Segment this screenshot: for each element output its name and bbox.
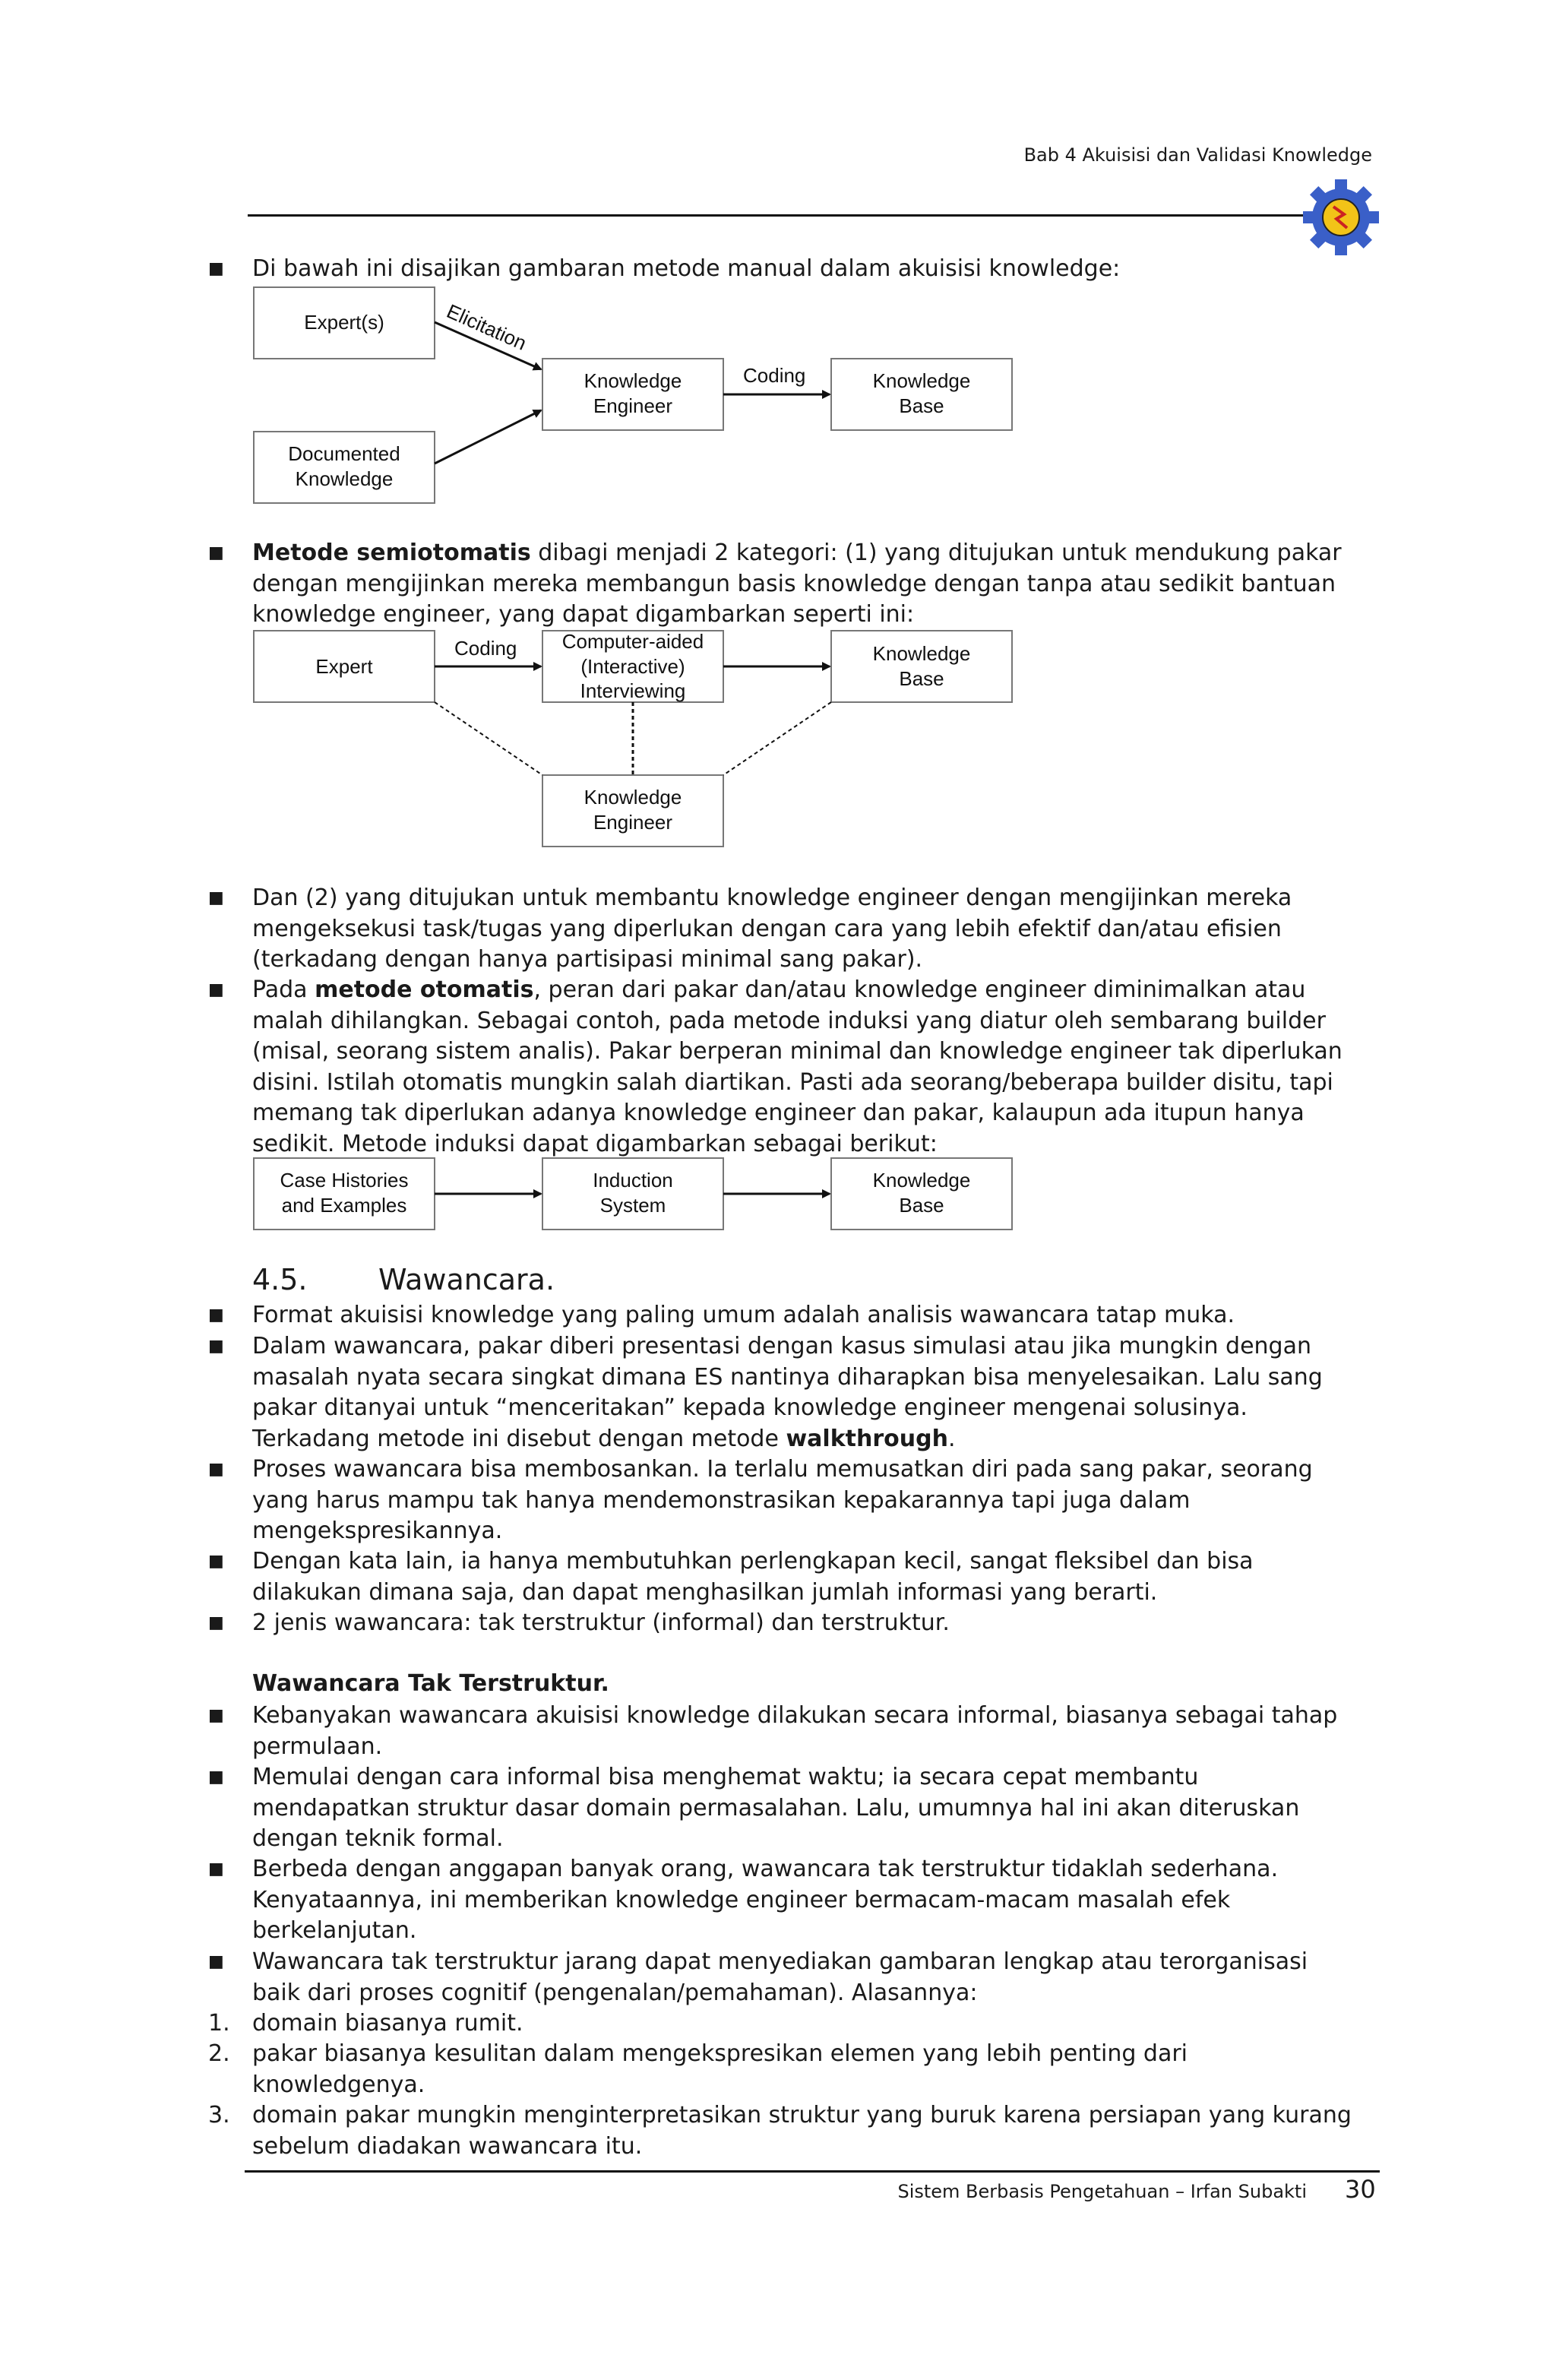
tt-b4-1: Wawancara tak terstruktur jarang dapat menyediakan gambaran lengkap atau terorganisasi (252, 1948, 1308, 1975)
cai-label-2: (Interactive) (580, 655, 685, 678)
bullet-icon: ■ (208, 1460, 224, 1479)
tt-bullet-2 (208, 1762, 1377, 1855)
tt-b2-3: dengan teknik formal. (252, 1825, 504, 1852)
wawancara-b5: 2 jenis wawancara: tak terstruktur (informal) dan terstruktur. (252, 1609, 950, 1636)
intro-text: Di bawah ini disajikan gambaran metode manual dalam akuisisi knowledge: (252, 255, 1121, 282)
otomatis-bold: metode otomatis (315, 976, 534, 1003)
subsection-title: Wawancara Tak Terstruktur. (252, 1670, 609, 1697)
tt-b3-1: Berbeda dengan anggapan banyak orang, wawancara tak terstruktur tidaklah sederhana. (252, 1856, 1279, 1882)
semi-line-3: knowledge engineer, yang dapat digambarkan seperti ini: (252, 601, 915, 628)
kb3-label-1: Knowledge (872, 1169, 971, 1192)
bullet-icon: ■ (208, 1706, 224, 1725)
bullet-icon: ■ (208, 543, 224, 562)
wawancara-b2-2: masalah nyata secara singkat dimana ES nantinya diharapkan bisa menyelesaikan. Lalu sang (252, 1363, 1323, 1391)
bullet-icon: ■ (208, 1859, 224, 1878)
bullet-icon: ■ (208, 1613, 224, 1632)
footer-rule (245, 2170, 1380, 2173)
wawancara-b2-1: Dalam wawancara, pakar diberi presentasi dengan kasus simulasi atau jika mungkin dengan (252, 1333, 1311, 1359)
kb3-label-2: Base (899, 1194, 944, 1217)
otomatis-line-5: memang tak diperlukan adanya knowledge engineer dan pakar, kalaupun ada itupun hanya (252, 1100, 1305, 1126)
tt-b1-2: permulaan. (252, 1733, 383, 1760)
section-number: 4.5. (252, 1263, 308, 1296)
tt-bullet-4 (208, 1947, 1377, 2008)
bullet-icon: ■ (208, 980, 224, 999)
ke2-label-1: Knowledge (584, 786, 682, 809)
tt-b1-1: Kebanyakan wawancara akuisisi knowledge dilakukan secara informal, biasanya sebagai tahap (252, 1702, 1338, 1729)
footer-text: Sistem Berbasis Pengetahuan – Irfan Subakti (897, 2181, 1307, 2202)
wawancara-b2-3: pakar ditanyai untuk “menceritakan” kepada knowledge engineer mengenai solusinya. (252, 1394, 1248, 1421)
dan-line-2: mengeksekusi task/tugas yang diperlukan dengan cara yang lebih efektif dan/atau efisien (252, 915, 1282, 942)
tt-numbered-2 (208, 2039, 1377, 2100)
wawancara-b4-1: Dengan kata lain, ia hanya membutuhkan perlengkapan kecil, sangat fleksibel dan bisa (252, 1548, 1254, 1575)
bullet-icon: ■ (208, 1952, 224, 1971)
kb2-label-2: Base (899, 667, 944, 690)
dan-line-1: Dan (2) yang ditujukan untuk membantu knowledge engineer dengan mengijinkan mereka (252, 885, 1292, 911)
tt-b4-2: baik dari proses cognitif (pengenalan/pemahaman). Alasannya: (252, 1979, 978, 2006)
ind-label-2: System (599, 1194, 666, 1217)
otomatis-line-1: , peran dari pakar dan/atau knowledge engineer diminimalkan atau (533, 976, 1306, 1003)
tt-b2-2: mendapatkan struktur dasar domain permasalahan. Lalu, umumnya hal ini akan diteruskan (252, 1794, 1300, 1821)
semi-line-1: dibagi menjadi 2 kategori: (1) yang ditujukan untuk mendukung pakar (530, 540, 1342, 566)
wawancara-b1: Format akuisisi knowledge yang paling umum adalah analisis wawancara tatap muka. (252, 1302, 1235, 1328)
wawancara-bullet-3 (208, 1454, 1377, 1547)
expert-label: Expert (315, 655, 373, 678)
wawancara-b4-2: dilakukan dimana saja, dan dapat menghasilkan jumlah informasi yang berarti. (252, 1578, 1158, 1606)
chapter-header: Bab 4 Akuisisi dan Validasi Knowledge (1023, 144, 1372, 166)
bullet-icon: ■ (208, 1768, 224, 1787)
tt-bullet-3 (208, 1854, 1377, 1947)
wawancara-bullet-2 (208, 1331, 1377, 1454)
wawancara-bullet-1 (208, 1300, 1377, 1331)
otomatis-pre: Pada (252, 976, 315, 1003)
coding-label-1: Coding (743, 364, 806, 387)
kb2-label-1: Knowledge (872, 642, 971, 665)
ind-label-1: Induction (593, 1169, 673, 1192)
wawancara-bullet-5 (208, 1608, 1377, 1639)
page-number: 30 (1345, 2175, 1376, 2204)
semi-bold: Metode semiotomatis (252, 540, 531, 566)
cai-label-3: Interviewing (580, 679, 686, 702)
wawancara-b2-4-end: . (947, 1425, 956, 1452)
bullet-icon: ■ (208, 1306, 224, 1325)
tt-n3-1: domain pakar mungkin menginterpretasikan struktur yang buruk karena persiapan yang kurang (252, 2102, 1352, 2128)
tt-b3-2: Kenyataannya, ini memberikan knowledge engineer bermacam-macam masalah efek (252, 1886, 1231, 1913)
tt-numbered-1 (208, 2008, 1377, 2040)
otomatis-line-6: sedikit. Metode induksi dapat digambarkan sebagai berikut: (252, 1130, 938, 1157)
bullet-icon: ■ (208, 1337, 224, 1356)
walkthrough-term: walkthrough (786, 1425, 948, 1452)
tt-b3-3: berkelanjutan. (252, 1917, 417, 1944)
kb-label-1: Knowledge (872, 369, 971, 392)
cai-label-1: Computer-aided (561, 630, 704, 653)
wawancara-b3-2: yang harus mampu tak hanya mendemonstrasikan kepakarannya tapi juga dalam (252, 1486, 1191, 1514)
wawancara-b2-4: Terkadang metode ini disebut dengan metode (252, 1425, 786, 1452)
documented-label-1: Documented (288, 442, 400, 465)
case-label-2: and Examples (281, 1194, 407, 1217)
tt-b2-1: Memulai dengan cara informal bisa menghemat waktu; ia secara cepat membantu (252, 1764, 1199, 1790)
otomatis-line-2: malah dihilangkan. Sebagai contoh, pada metode induksi yang diatur oleh sembarang builder (252, 1007, 1326, 1034)
case-label-1: Case Histories (280, 1169, 409, 1192)
wawancara-b3-1: Proses wawancara bisa membosankan. Ia terlalu memusatkan diri pada sang pakar, seorang (252, 1456, 1313, 1483)
tt-n1: domain biasanya rumit. (252, 2010, 523, 2037)
tt-n2-1: pakar biasanya kesulitan dalam mengekspresikan elemen yang lebih penting dari (252, 2040, 1188, 2067)
tt-n2-2: knowledgenya. (252, 2071, 425, 2098)
bullet-icon: ■ (208, 259, 224, 278)
coding-label-2: Coding (454, 637, 517, 660)
tt-n3-2: sebelum diadakan wawancara itu. (252, 2132, 643, 2160)
tt-numbered-3 (208, 2100, 1377, 2162)
bullet-icon: ■ (208, 888, 224, 907)
kb-label-2: Base (899, 394, 944, 417)
otomatis-line-4: disini. Istilah otomatis mungkin salah diartikan. Pasti ada seorang/beberapa builder disitu, tapi (252, 1068, 1333, 1096)
otomatis-line-3: (misal, seorang sistem analis). Pakar berperan minimal dan knowledge engineer tak diperlukan (252, 1038, 1343, 1065)
list-number: 2. (208, 2040, 230, 2067)
ke-label-1: Knowledge (584, 369, 682, 392)
list-number: 1. (208, 2010, 230, 2037)
tt-bullet-1 (208, 1701, 1377, 1762)
elicitation-label: Elicitation (443, 299, 530, 355)
dan-line-3: (terkadang dengan hanya partisipasi minimal sang pakar). (252, 946, 923, 973)
list-number: 3. (208, 2102, 230, 2128)
documented-label-2: Knowledge (295, 467, 394, 490)
wawancara-bullet-4 (208, 1546, 1377, 1608)
ke2-label-2: Engineer (593, 811, 673, 834)
ke-label-2: Engineer (593, 394, 673, 417)
semi-line-2: dengan mengijinkan mereka membangun basis knowledge dengan tanpa atau sedikit bantuan (252, 570, 1336, 597)
section-title: Wawancara. (378, 1263, 555, 1296)
bullet-icon: ■ (208, 1552, 224, 1571)
wawancara-b3-3: mengekspresikannya. (252, 1518, 503, 1544)
experts-label: Expert(s) (304, 311, 384, 334)
section-heading (252, 1263, 555, 1296)
